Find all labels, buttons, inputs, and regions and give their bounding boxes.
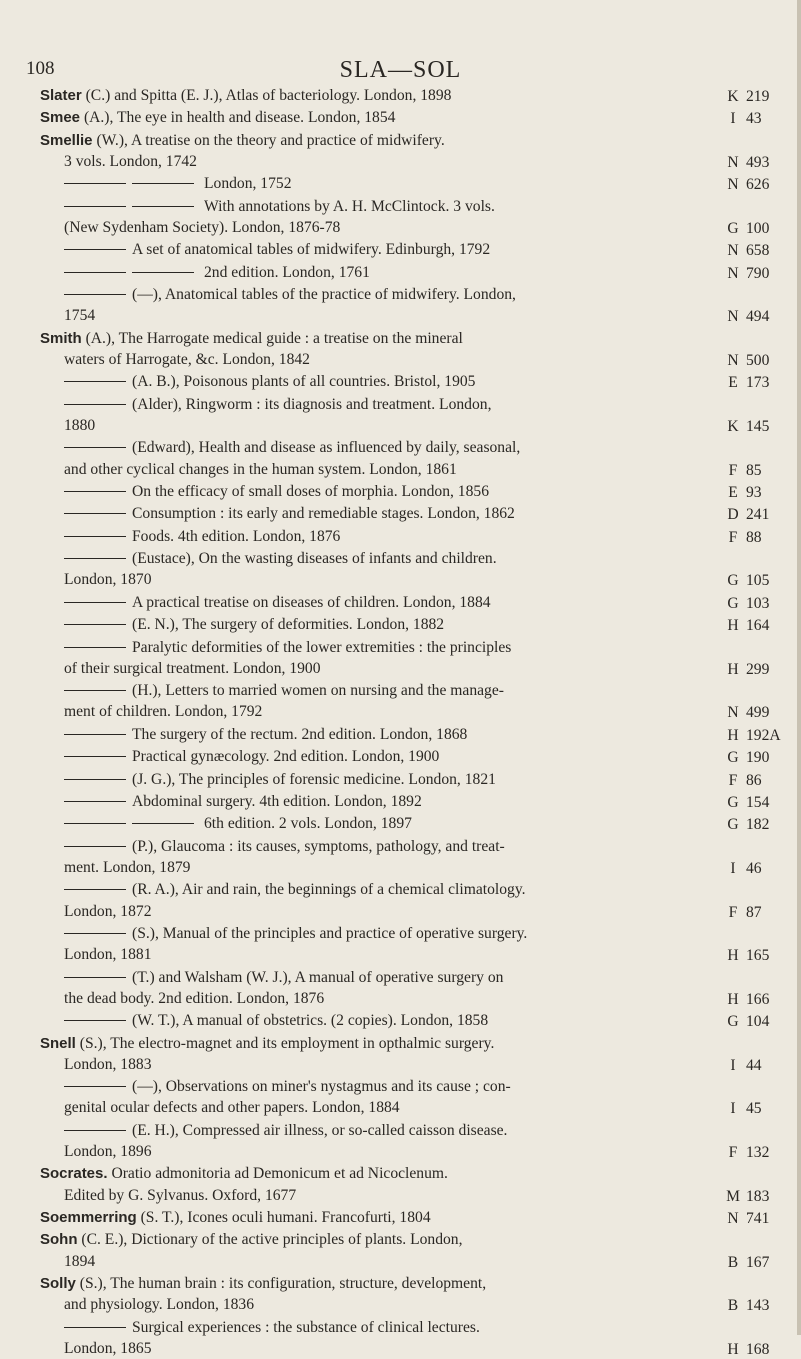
entry-heading: Snell [40,1034,76,1052]
shelf-mark: H [727,726,739,744]
item-number: 299 [746,660,770,678]
ditto-rule [64,801,126,802]
entry-text: (—), Observations on miner's nystagmus and its cause ; con- [132,1078,511,1096]
item-number: 219 [746,88,770,105]
entry-text: (P.), Glaucoma : its causes, symptoms, pathology, and treat- [132,837,505,855]
entry-text: London, 1883 [64,1055,152,1073]
entry-heading: Solly [40,1275,76,1292]
ditto-rule [64,558,126,559]
ditto-rule [64,272,126,273]
item-number: 103 [746,594,770,612]
entry-text: 3 vols. London, 1742 [64,152,197,170]
entry-text: A practical treatise on diseases of children. London, 1884 [132,593,491,611]
shelf-mark: K [727,88,739,105]
entry-text: (A.), The eye in health and disease. London, 1854 [83,109,396,127]
shelf-mark: G [727,816,739,834]
entry-text: London, 1872 [64,902,152,920]
entry-text: ment. London, 1879 [64,858,191,876]
entry-text: Surgical experiences : the substance of clinical lectures. [132,1318,480,1336]
ditto-rule [132,183,194,184]
entry-text: (C.) and Spitta (E. J.), Atlas of bacteriology. London, 1898 [85,87,452,104]
entry-text: (Edward), Health and disease as influenced by daily, seasonal, [132,439,521,457]
entry-text: (Eustace), On the wasting diseases of infants and children. [132,550,497,568]
ditto-rule [64,647,126,648]
shelf-mark: G [727,1013,739,1031]
entry-text: Paralytic deformities of the lower extremities : the principles [132,638,512,656]
item-number: 105 [746,572,770,590]
shelf-mark: I [730,859,736,877]
item-number: 43 [746,110,762,128]
shelf-mark: N [727,351,739,369]
entry-heading: Sohn [40,1231,78,1249]
item-number: 173 [746,374,770,392]
entry-text: Foods. 4th edition. London, 1876 [132,527,341,545]
item-number: 165 [746,947,770,965]
shelf-mark: N [727,242,739,260]
item-number: 87 [746,903,762,921]
item-number: 493 [746,153,770,171]
shelf-mark: H [727,947,739,965]
entry-heading: Smee [40,109,81,127]
item-number: 494 [746,308,770,326]
item-number: 45 [746,1100,762,1118]
item-number: 46 [746,859,762,877]
shelf-mark: N [727,1210,739,1227]
shelf-mark: F [728,771,738,789]
item-number: 183 [746,1187,770,1205]
ditto-rule [64,294,126,295]
ditto-rule [64,183,126,184]
item-number: 132 [746,1143,770,1161]
item-number: 104 [746,1013,770,1031]
entry-text: (New Sydenham Society). London, 1876-78 [64,218,341,236]
entry-text: Oratio admonitoria ad Demonicum et ad Nicoclenum. [111,1165,448,1183]
shelf-mark: N [727,264,739,282]
shelf-mark: M [726,1187,740,1205]
item-number: 88 [746,528,762,546]
entry-text: On the efficacy of small doses of morphia. London, 1856 [132,483,489,500]
item-number: 86 [746,771,762,789]
item-number: 166 [746,990,770,1008]
entry-text: London, 1870 [64,571,152,589]
ditto-rule [64,690,126,691]
ditto-rule [64,536,126,537]
item-number: 658 [746,242,770,260]
item-number: 168 [746,1340,770,1358]
entry-text: (S.), Manual of the principles and practice of operative surgery. [132,925,528,942]
item-number: 241 [746,506,770,524]
ditto-rule [64,1020,126,1021]
entry-text: waters of Harrogate, &c. London, 1842 [64,350,310,368]
page-number: 108 [26,58,55,79]
shelf-mark: F [728,461,738,479]
entry-text: of their surgical treatment. London, 1900 [64,659,321,677]
item-number: 192A [746,726,781,744]
ditto-rule [132,272,194,273]
entry-text: The surgery of the rectum. 2nd edition. London, 1868 [132,725,468,743]
shelf-mark: G [727,219,739,237]
entry-text: (H.), Letters to married women on nursing and the manage- [132,682,504,700]
entry-heading: Soemmerring [40,1209,137,1226]
ditto-rule [64,447,126,448]
shelf-mark: E [728,374,738,392]
entry-text: (S.), The electro-magnet and its employment in opthalmic surgery. [79,1034,495,1052]
entry-text: (R. A.), Air and rain, the beginnings of a chemical climatology. [132,881,526,899]
shelf-mark: I [730,1056,736,1074]
entry-text: With annotations by A. H. McClintock. 3 vols. [204,197,495,215]
entry-text: 1754 [64,307,96,325]
entry-text: the dead body. 2nd edition. London, 1876 [64,989,325,1007]
entry-text: (E. H.), Compressed air illness, or so-called caisson disease. [132,1121,508,1139]
item-number: 167 [746,1253,770,1271]
ditto-rule [64,491,126,492]
item-number: 182 [746,816,770,834]
ditto-rule [64,1130,126,1131]
ditto-rule [64,779,126,780]
ditto-rule [64,404,126,405]
entry-text: (W.), A treatise on the theory and practice of midwifery. [96,131,445,149]
entry-text: (S. T.), Icones oculi humani. Francofurti, 1804 [140,1209,431,1226]
ditto-rule [64,846,126,847]
item-number: 143 [746,1297,770,1315]
entry-text: 1880 [64,416,96,434]
item-number: 500 [746,351,770,369]
entry-heading: Smellie [40,131,93,149]
shelf-mark: G [727,749,739,767]
item-number: 85 [746,461,762,479]
ditto-rule [64,756,126,757]
shelf-mark: N [727,308,739,326]
shelf-mark: N [727,704,739,722]
entry-text: London, 1865 [64,1339,152,1357]
item-number: 164 [746,617,770,635]
entry-text: (—), Anatomical tables of the practice of midwifery. London, [132,286,516,304]
item-number: 499 [746,704,770,722]
entry-text: Practical gynæcology. 2nd edition. London, 1900 [132,748,440,766]
entry-text: 1894 [64,1252,96,1270]
ditto-rule [64,602,126,603]
ditto-rule [64,1327,126,1328]
entry-text: Edited by G. Sylvanus. Oxford, 1677 [64,1186,297,1204]
entry-text: and other cyclical changes in the human system. London, 1861 [64,460,457,478]
ditto-rule [64,206,126,207]
entry-text: Abdominal surgery. 4th edition. London, 1892 [132,793,422,810]
item-number: 145 [746,417,770,435]
entry-text: (S.), The human brain : its configuration, structure, development, [79,1275,487,1292]
shelf-mark: I [730,110,736,128]
shelf-mark: H [727,660,739,678]
ditto-rule [64,513,126,514]
entry-text: (Alder), Ringworm : its diagnosis and treatment. London, [132,395,492,413]
shelf-mark: H [727,617,739,635]
entry-heading: Slater [40,87,82,104]
entry-text: London, 1752 [204,175,292,193]
shelf-mark: H [727,1340,739,1358]
item-number: 154 [746,794,770,811]
entry-text: 6th edition. 2 vols. London, 1897 [204,815,412,833]
ditto-rule [64,889,126,890]
entry-heading: Smith [40,329,82,347]
entry-text: ment of children. London, 1792 [64,703,263,721]
entry-text: genital ocular defects and other papers. London, 1884 [64,1099,400,1117]
entry-text: and physiology. London, 1836 [64,1296,255,1314]
entry-text: (A.), The Harrogate medical guide : a treatise on the mineral [85,329,463,347]
ditto-rule [64,977,126,978]
entry-text: A set of anatomical tables of midwifery. Edinburgh, 1792 [132,241,491,259]
entry-text: London, 1881 [64,946,152,964]
shelf-mark: B [727,1297,739,1315]
shelf-mark: I [730,1100,736,1118]
shelf-mark: B [727,1253,739,1271]
ditto-rule [132,823,194,824]
item-number: 100 [746,219,770,237]
item-number: 741 [746,1210,770,1227]
shelf-mark: F [728,1143,738,1161]
entry-heading: Socrates. [40,1165,108,1183]
ditto-rule [64,734,126,735]
shelf-mark: K [727,417,739,435]
running-head: SLA—SOL [339,57,462,83]
item-number: 44 [746,1056,762,1074]
shelf-mark: N [727,176,739,194]
item-number: 626 [746,176,770,194]
item-number: 93 [746,484,762,501]
shelf-mark: H [727,990,739,1008]
entry-text: (T.) and Walsham (W. J.), A manual of operative surgery on [132,968,504,986]
entry-text: (C. E.), Dictionary of the active principles of plants. London, [81,1231,463,1249]
shelf-mark: N [727,153,739,171]
shelf-mark: G [727,594,739,612]
entry-text: London, 1896 [64,1142,152,1160]
shelf-mark: E [728,484,738,501]
ditto-rule [64,381,126,382]
ditto-rule [64,1086,126,1087]
entry-text: (W. T.), A manual of obstetrics. (2 copies). London, 1858 [132,1012,489,1030]
entry-text: (A. B.), Poisonous plants of all countries. Bristol, 1905 [132,373,476,391]
shelf-mark: F [728,903,738,921]
shelf-mark: F [728,528,738,546]
entry-text: (J. G.), The principles of forensic medicine. London, 1821 [132,770,496,788]
entry-text: (E. N.), The surgery of deformities. London, 1882 [132,616,445,634]
ditto-rule [64,823,126,824]
entry-text: 2nd edition. London, 1761 [204,263,370,281]
item-number: 190 [746,749,770,767]
ditto-rule [64,249,126,250]
entry-text: Consumption : its early and remediable stages. London, 1862 [132,505,515,523]
shelf-mark: D [727,506,739,524]
shelf-mark: G [727,572,739,590]
shelf-mark: G [727,794,739,811]
ditto-rule [132,206,194,207]
item-number: 790 [746,264,770,282]
page-edge [797,0,801,1335]
ditto-rule [64,933,126,934]
ditto-rule [64,624,126,625]
